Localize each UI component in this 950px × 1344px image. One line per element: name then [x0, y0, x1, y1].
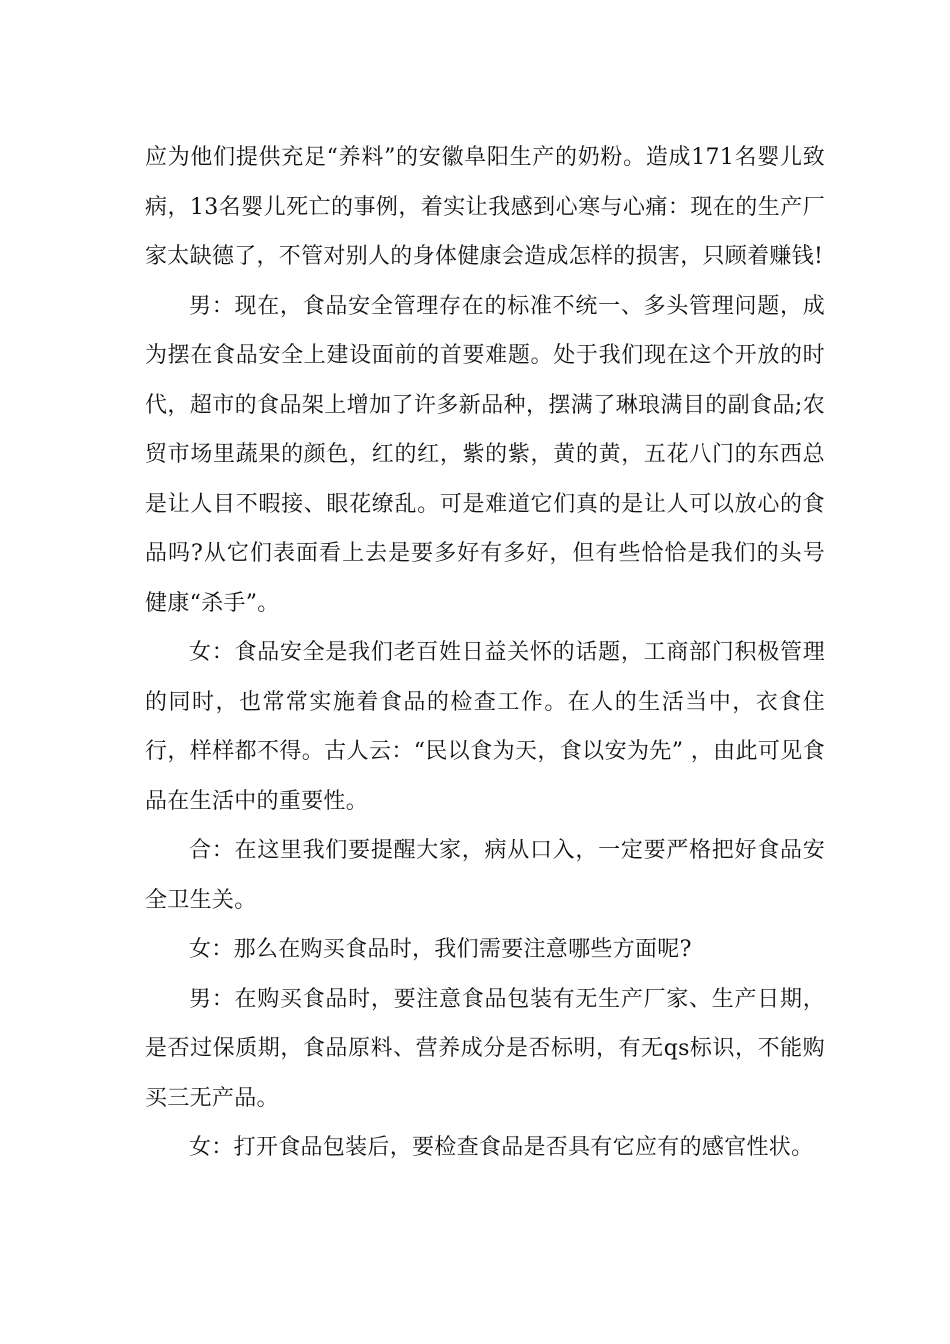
- paragraph-female-speaker: 女：食品安全是我们老百姓日益关怀的话题，工商部门积极管理的同时，也常常实施着食品的检查工作。在人的生活当中，衣食住行，样样都不得。古人云：“民以食为天，食以安为先” ，由此可见食品在生活中的重要性。: [145, 640, 825, 814]
- document-body: [145, 133, 825, 1173]
- paragraph-male-answer: 男：在购买食品时，要注意食品包装有无生产厂家、生产日期，是否过保质期，食品原料、营养成分是否标明，有无qs标识，不能购买三无产品。: [145, 986, 825, 1111]
- paragraph-continuation: 应为他们提供充足“养料”的安徽阜阳生产的奶粉。造成171名婴儿致病，13名婴儿死亡的事例，着实让我感到心寒与心痛：现在的生产厂家太缺德了，不管对别人的身体健康会造成怎样的损害，只顾着赚钱!: [145, 145, 825, 269]
- paragraph-together: 合：在这里我们要提醒大家，病从口入，一定要严格把好食品安全卫生关。: [145, 838, 825, 913]
- paragraph-female-check: 女：打开食品包装后，要检查食品是否具有它应有的感官性状。: [189, 1135, 814, 1160]
- paragraph-male-speaker: 男：现在，食品安全管理存在的标准不统一、多头管理问题，成为摆在食品安全上建设面前的首要难题。处于我们现在这个开放的时代，超市的食品架上增加了许多新品种，摆满了琳琅满目的副食品;农贸市场里蔬果的颜色，红的红，紫的紫，黄的黄，五花八门的东西总是让人目不暇接、眼花缭乱。可是难道它们真的是让人可以放心的食品吗?从它们表面看上去是要多好有多好，但有些恰恰是我们的头号健康“杀手”。: [145, 293, 825, 616]
- paragraph-female-question: 女：那么在购买食品时，我们需要注意哪些方面呢?: [189, 937, 692, 962]
